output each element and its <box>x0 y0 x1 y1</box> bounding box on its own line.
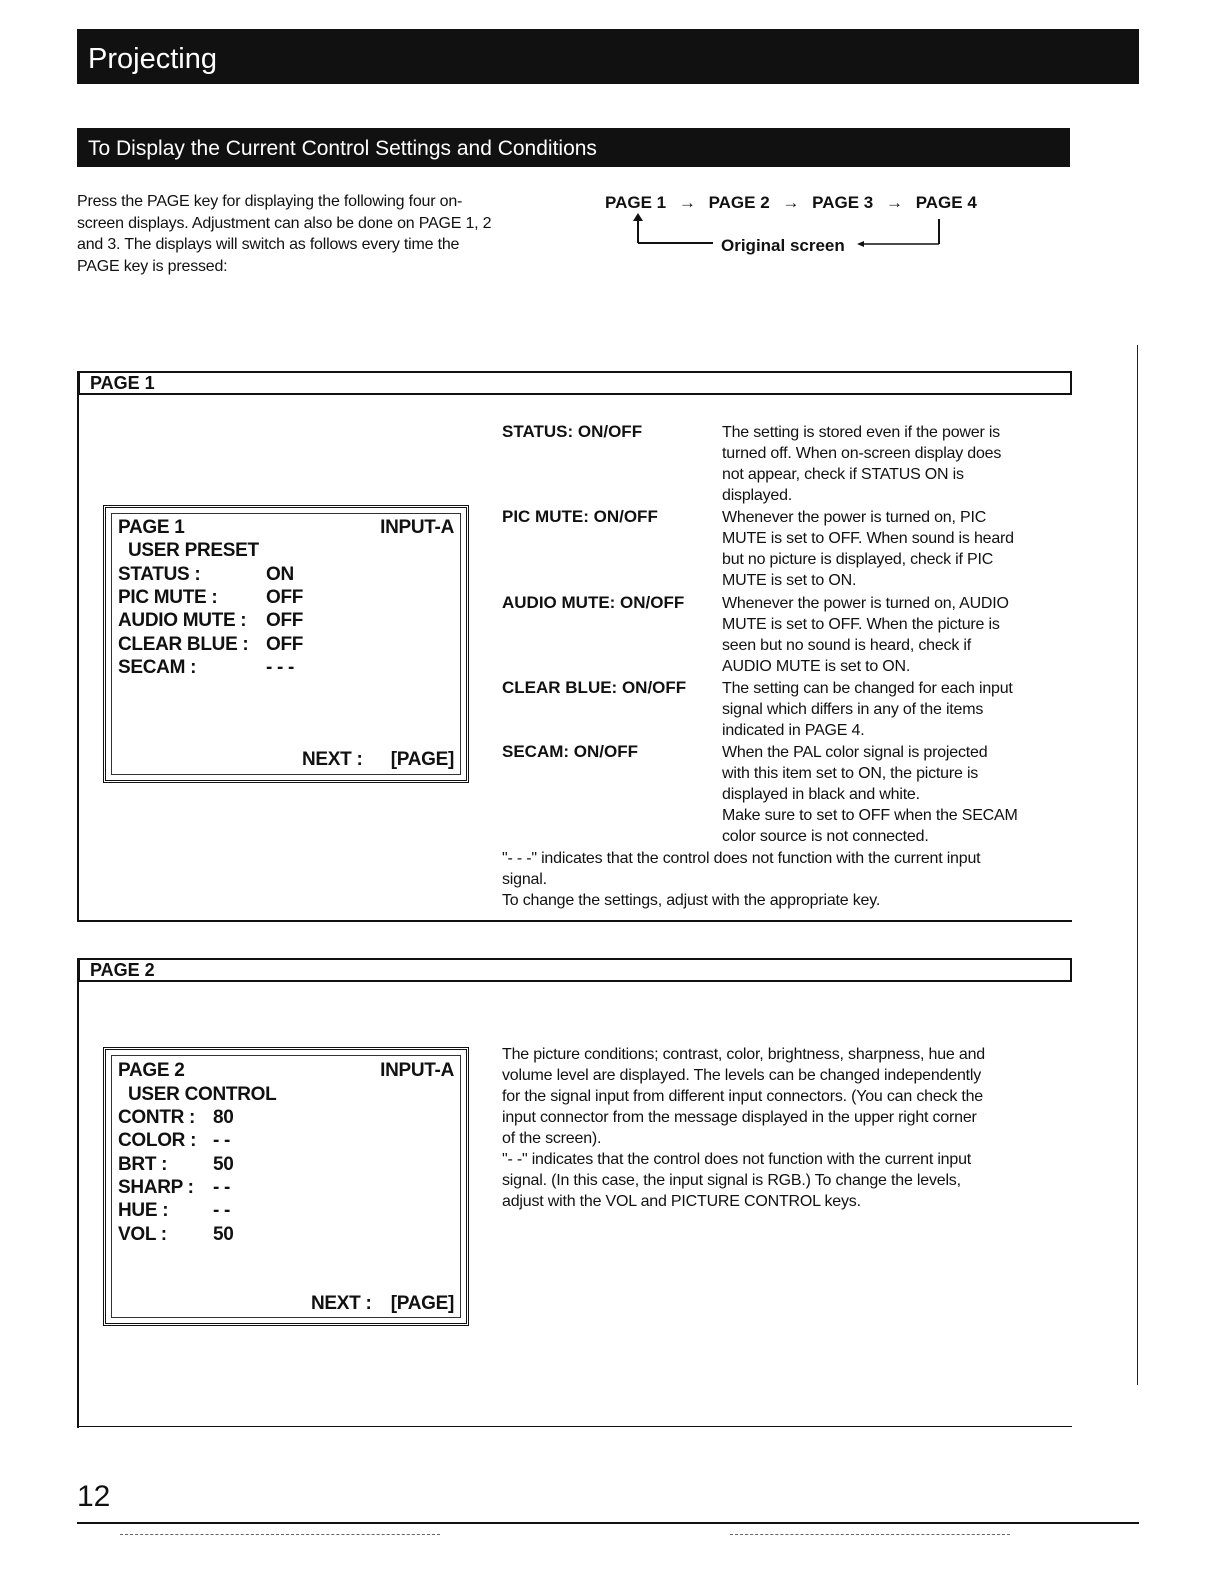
item-description <box>722 422 1062 506</box>
osd-next-value: [PAGE] <box>390 749 454 770</box>
sequence-row <box>605 193 977 213</box>
item-key: STATUS: ON/OFF <box>502 422 643 441</box>
osd-row-value: 80 <box>213 1107 234 1128</box>
osd-row-value: 50 <box>213 1154 234 1175</box>
osd-row-value: ON <box>266 564 294 585</box>
item-key: CLEAR BLUE: ON/OFF <box>502 678 687 697</box>
desc-line: adjust with the VOL and PICTURE CONTROL keys. <box>502 1193 861 1210</box>
section-title: To Display the Current Control Settings and Conditions <box>77 128 1070 167</box>
desc-line: displayed in black and white. <box>722 786 920 803</box>
sequence-page: PAGE 2 <box>708 193 770 212</box>
desc-line: MUTE is set to OFF. When the picture is <box>722 616 1000 633</box>
page-number: 12 <box>77 1480 111 1513</box>
desc-line: Whenever the power is turned on, PIC <box>722 509 987 526</box>
note-line: To change the settings, adjust with the appropriate key. <box>502 892 881 909</box>
desc-line: Make sure to set to OFF when the SECAM <box>722 807 1018 824</box>
page1-osd-screen <box>103 505 469 783</box>
desc-line: indicated in PAGE 4. <box>722 722 865 739</box>
osd-row-value: - - - <box>266 657 295 678</box>
desc-line: Whenever the power is turned on, AUDIO <box>722 595 1009 612</box>
osd-row-label: HUE : <box>118 1200 169 1221</box>
osd-row-value: 50 <box>213 1224 234 1245</box>
osd-row-value: OFF <box>266 587 304 608</box>
sequence-page: PAGE 1 <box>605 193 667 212</box>
desc-line: "- -" indicates that the control does not function with the current input <box>502 1151 972 1168</box>
item-key: AUDIO MUTE: ON/OFF <box>502 593 685 612</box>
intro-line: and 3. The displays will switch as follows every time the <box>77 236 460 253</box>
desc-line: color source is not connected. <box>722 828 929 845</box>
desc-line: MUTE is set to OFF. When sound is heard <box>722 530 1014 547</box>
item-key: PIC MUTE: ON/OFF <box>502 507 658 526</box>
page2-description <box>502 1044 1062 1212</box>
desc-line: The setting is stored even if the power is <box>722 424 1000 441</box>
page2-panel-border <box>77 1426 1072 1427</box>
desc-line: turned off. When on-screen display does <box>722 445 1002 462</box>
desc-line: seen but no sound is heard, check if <box>722 637 971 654</box>
arrow-right-icon: → <box>678 193 696 212</box>
arrow-right-icon: → <box>782 193 800 212</box>
osd-page: PAGE 1 <box>118 517 185 538</box>
intro-line: Press the PAGE key for displaying the following four on- <box>77 193 463 210</box>
original-screen-label: Original screen <box>721 236 845 255</box>
page1-panel-border <box>77 395 79 922</box>
page2-panel-border <box>77 982 79 1428</box>
osd-row-value: OFF <box>266 610 304 631</box>
osd-mode: USER PRESET <box>128 540 259 561</box>
item-description <box>722 678 1062 741</box>
page2-panel-title: PAGE 2 <box>77 958 1072 982</box>
footer-dash-line <box>120 1534 440 1536</box>
desc-line: input connector from the message displayed in the upper right corner <box>502 1109 977 1126</box>
osd-input: INPUT-A <box>380 517 454 538</box>
desc-line: volume level are displayed. The levels can be changed independently <box>502 1067 982 1084</box>
page1-panel-border <box>77 920 1072 922</box>
osd-row-value: - - <box>213 1177 231 1198</box>
footer-rule <box>77 1522 1139 1524</box>
page-title: Projecting <box>77 29 1139 84</box>
intro-line: PAGE key is pressed: <box>77 257 228 275</box>
desc-line: signal which differs in any of the items <box>722 701 984 718</box>
desc-line: AUDIO MUTE is set to ON. <box>722 658 911 675</box>
osd-page: PAGE 2 <box>118 1060 185 1081</box>
desc-line: signal. (In this case, the input signal is RGB.) To change the levels, <box>502 1172 961 1189</box>
note-line: signal. <box>502 871 547 888</box>
osd-next-label: NEXT : <box>302 749 363 770</box>
osd-next-value: [PAGE] <box>390 1293 454 1314</box>
osd-row-label: COLOR : <box>118 1130 197 1151</box>
footer-dash-line <box>730 1534 1010 1536</box>
osd-next-label: NEXT : <box>311 1293 372 1314</box>
osd-row-label: AUDIO MUTE : <box>118 610 247 631</box>
osd-row-label: SECAM : <box>118 657 197 678</box>
osd-row-label: STATUS : <box>118 564 201 585</box>
desc-line: with this item set to ON, the picture is <box>722 765 979 782</box>
osd-row-label: SHARP : <box>118 1177 194 1198</box>
note-line: "- - -" indicates that the control does not function with the current input <box>502 850 981 867</box>
sequence-page: PAGE 4 <box>915 193 977 212</box>
sequence-page: PAGE 3 <box>812 193 874 212</box>
item-description <box>722 507 1062 591</box>
item-description <box>722 593 1062 677</box>
intro-paragraph <box>77 191 557 277</box>
desc-line: not appear, check if STATUS ON is <box>722 466 964 483</box>
osd-mode: USER CONTROL <box>128 1084 277 1105</box>
desc-line: When the PAL color signal is projected <box>722 744 988 761</box>
osd-row-value: - - <box>213 1200 231 1221</box>
margin-line <box>1137 345 1138 1385</box>
osd-row-value: - - <box>213 1130 231 1151</box>
arrow-right-icon: → <box>885 193 903 212</box>
desc-line: but no picture is displayed, check if PIC <box>722 551 994 568</box>
page1-panel-title: PAGE 1 <box>77 371 1072 395</box>
osd-row-label: VOL : <box>118 1224 167 1245</box>
desc-line: for the signal input from different input connectors. (You can check the <box>502 1088 984 1105</box>
osd-row-label: PIC MUTE : <box>118 587 218 608</box>
osd-input: INPUT-A <box>380 1060 454 1081</box>
page2-osd-screen <box>103 1047 469 1326</box>
osd-row-label: BRT : <box>118 1154 168 1175</box>
desc-line: The picture conditions; contrast, color, brightness, sharpness, hue and <box>502 1046 985 1063</box>
item-description <box>722 742 1062 847</box>
desc-line: displayed. <box>722 487 793 504</box>
page-sequence-diagram <box>605 193 985 263</box>
intro-line: screen displays. Adjustment can also be done on PAGE 1, 2 <box>77 214 492 232</box>
item-key: SECAM: ON/OFF <box>502 742 638 761</box>
osd-row-label: CLEAR BLUE : <box>118 634 249 655</box>
page1-notes <box>502 848 1062 911</box>
osd-row-label: CONTR : <box>118 1107 196 1128</box>
desc-line: of the screen). <box>502 1130 602 1147</box>
desc-line: MUTE is set to ON. <box>722 572 857 589</box>
osd-row-value: OFF <box>266 634 304 655</box>
desc-line: The setting can be changed for each input <box>722 680 1013 697</box>
